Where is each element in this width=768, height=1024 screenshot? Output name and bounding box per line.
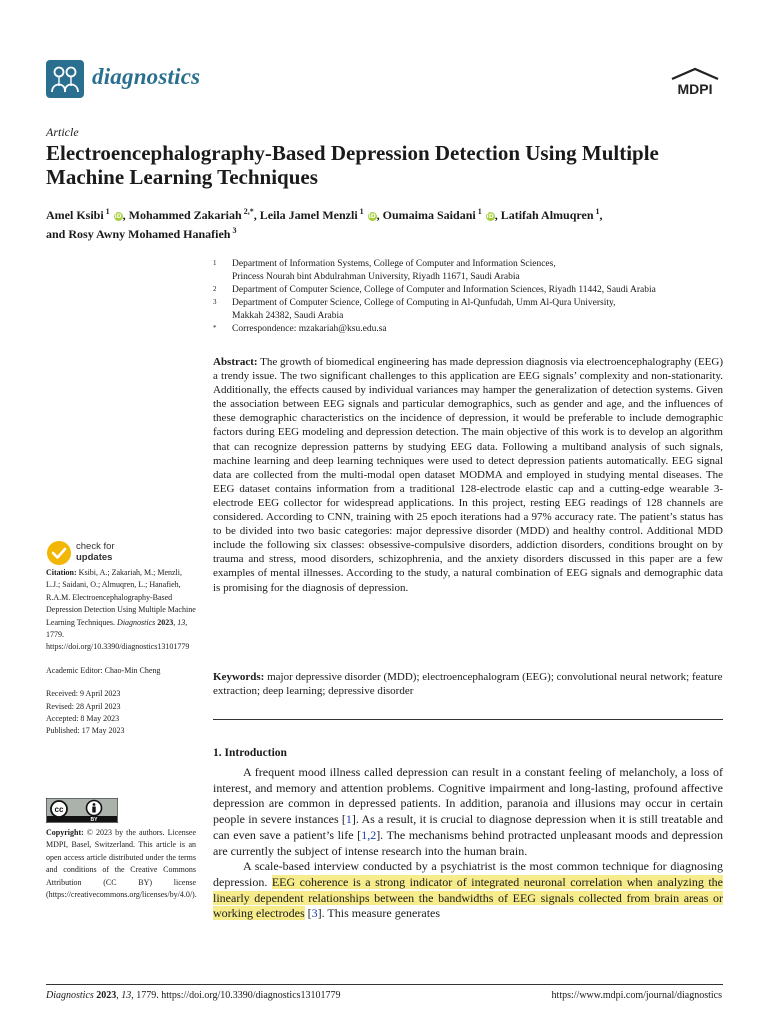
section-heading-introduction: 1. Introduction [213, 747, 287, 759]
author-affiliation-mark: 2,* [241, 207, 254, 216]
check-updates-icon [46, 540, 72, 566]
author-name[interactable]: Oumaima Saidani [382, 208, 476, 222]
body-text: A scale-based interview conducted by a psychiatrist is the most common technique for diagnosing depression. [213, 859, 723, 889]
affiliation-row [213, 284, 733, 297]
check-updates-line2: updates [76, 552, 113, 563]
author-name[interactable]: Rosy Awny Mohamed Hanafieh [68, 227, 231, 241]
body-text: A frequent mood illness called depression can result in a constant feeling of melancholy, a loss of interest, and memory and attention problems. Cognitive impairment and long-lasting, profound affective depression are common in depressed patients. In addition, paranoia and illusions may occur in certain people in severe instances [ [213, 765, 723, 827]
affiliation-text: Department of Computer Science, College of Computing in Al-Qunfudah, Umm Al-Qura University, [232, 298, 616, 308]
affiliation-number: * [213, 324, 217, 332]
affiliation-row [213, 323, 733, 336]
article-type: Article [46, 125, 79, 139]
affiliation-text: Princess Nourah bint Abdulrahman University, Riyadh 11671, Saudi Arabia [232, 272, 520, 282]
abstract-text: The growth of biomedical engineering has made depression diagnosis via electroencephalography (EEG) a trendy issue. The two significant challenges to this application are EEG signals’ complexity and non-stationarity. Additionally, the effects caused by individual variances may hamper the generalization of detection systems. Given the association between EEG signals and particular demographics, such as gender and age, and the influences of these demographic characteristics on the incidence of depression, it would be preferable to include demographic factors during EEG modeling and depression detection. The main objective of this work is to develop an algorithm that can recognize depression patterns by studying EEG data. Following a multiband analysis of such signals, machine learning and deep learning techniques were used to detect depression patients automatically. EEG signal data are collected from the multi-modal open dataset MODMA and employed in studying mental diseases. The EEG dataset contains information from a traditional 128-electrode elastic cap and a cutting-edge wearable 3-electrode EEG collector for widespread applications. In this project, resting EEG readings of 128 channels are considered. According to CNN, training with 25 epoch iterations had a 97% accuracy rate. The patient’s status has to be divided into two basic categories: major depressive disorder (MDD) and healthy control. Additional MDD include the following six classes: obsessive-compulsive disorders, addiction disorders, conditions brought on by trauma and stress, mood disorders, schizophrenia, and the anxiety disorders discussed in this paper are a few examples of mental illnesses. According to the study, a natural combination of EEG signals and demographic data is promising for the diagnosis of depression. [213, 356, 723, 594]
orcid-icon[interactable]: iD [368, 213, 376, 220]
reference-link[interactable]: 3 [311, 906, 318, 921]
reference-link[interactable]: 1,2 [361, 827, 377, 842]
author-name[interactable]: Amel Ksibi [46, 208, 104, 222]
keywords [213, 670, 723, 698]
cc-label: cc [54, 805, 64, 814]
body-text: ]. As a result, it is crucial to diagnose depression when it is still treatable and can even save a patient’s life [ [213, 812, 723, 842]
check-for-updates-button[interactable] [46, 540, 166, 568]
journal-name[interactable]: diagnostics [92, 64, 201, 89]
affiliation-number: 3 [213, 298, 217, 306]
citation-volume: 13 [177, 617, 186, 627]
accepted-date: Accepted: 8 May 2023 [46, 714, 120, 724]
citation-label: Citation: [46, 568, 77, 577]
check-updates-line1: check for [76, 541, 115, 552]
intro-paragraph-2 [213, 859, 723, 922]
affiliation-row [213, 310, 733, 323]
affiliation-number: 1 [213, 259, 217, 267]
section-divider [213, 719, 723, 720]
revised-date: Revised: 28 April 2023 [46, 701, 121, 711]
affiliations [213, 258, 733, 336]
affiliation-row [213, 297, 733, 310]
author-affiliation-mark: 1 [475, 207, 482, 216]
keywords-label: Keywords: [213, 671, 265, 683]
citation-block: Citation: Ksibi, A.; Zakariah, M.; Menzli, L.J.; Saidani, O.; Almuqren, L.; Hanafieh, R.A.M. Electroencephalography-Based Depression Detection Using Multiple Machine Learning Techniques. Diagnostics 2023, 13, 1779. https://doi.org/10.3390/diagnostics13101779 [46, 568, 196, 652]
abstract-label: Abstract: [213, 356, 258, 368]
reference-link[interactable]: 1 [345, 812, 352, 827]
body-text: ]. This measure generates [317, 906, 441, 921]
highlighted-text: EEG coherence is a strong indicator of integrated neuronal correlation when analyzing the linearly dependent relationships between the bandwidths of EEG signals collected from brain areas or working electrodes [213, 874, 723, 921]
affiliation-text: Department of Computer Science, College of Computer and Information Sciences, Riyadh 11442, Saudi Arabia [232, 285, 656, 295]
received-date: Received: 9 April 2023 [46, 689, 121, 699]
body-text: ]. The mechanisms behind protracted unpleasant moods and depression are currently the subject of intense research into the human brain. [213, 827, 723, 858]
affiliation-text: Department of Information Systems, College of Computer and Information Sciences, [232, 259, 556, 269]
citation-doi[interactable]: , 1779. https://doi.org/10.3390/diagnostics13101779 [46, 617, 190, 652]
author-name[interactable]: Mohammed Zakariah [128, 208, 242, 222]
orcid-icon[interactable]: iD [114, 213, 122, 220]
affiliation-row [213, 271, 733, 284]
citation-year: 2023 [157, 617, 174, 627]
abstract [213, 355, 723, 595]
author-affiliation-mark: 1 [357, 207, 364, 216]
copyright-label: Copyright: [46, 828, 84, 837]
footer-citation: Diagnostics 2023, 13, 1779. https://doi.org/10.3390/diagnostics13101779 [46, 990, 341, 1001]
academic-editor: Academic Editor: Chao-Min Cheng [46, 665, 161, 675]
affiliation-number: 2 [213, 285, 217, 293]
affiliation-number [213, 271, 232, 284]
journal-logo-icon [46, 60, 84, 98]
mdpi-logo-text: MDPI [677, 81, 713, 97]
author-affiliation-mark: 1 [593, 207, 600, 216]
orcid-icon[interactable]: iD [486, 213, 494, 220]
mdpi-logo-icon[interactable] [666, 67, 724, 97]
author-affiliation-mark: 1 [103, 207, 110, 216]
footer-divider [46, 984, 723, 985]
keywords-text: major depressive disorder (MDD); electroencephalogram (EEG); convolutional neural network; feature extraction; deep learning; depressive disorder [213, 671, 723, 698]
citation-journal: Diagnostics [117, 617, 156, 627]
footer-journal-url[interactable]: https://www.mdpi.com/journal/diagnostics [551, 990, 722, 1001]
published-date: Published: 17 May 2023 [46, 726, 125, 736]
author-list: Amel Ksibi $^1$ iD, Mohammed Zakariah $^{2,*}$, Leila Jamel Menzli $^1$ iD, Oumaima Saidani $^1$ iD, Latifah Almuqren $^1$, and Rosy Awny Mohamed Hanafieh $^3$ [46, 207, 603, 241]
author-affiliation-mark: 3 [230, 226, 237, 235]
footer-year: 2023 [96, 990, 117, 1001]
affiliation-row [213, 258, 733, 271]
cc-by-license-icon[interactable] [46, 798, 118, 823]
footer-volume: 13 [121, 990, 132, 1001]
introduction-body [213, 765, 723, 922]
author-name[interactable]: Latifah Almuqren [500, 208, 594, 222]
copyright-notice [46, 827, 196, 901]
body-text: [ [304, 906, 312, 921]
affiliation-text: Makkah 24382, Saudi Arabia [232, 311, 344, 321]
copyright-text: © 2023 by the authors. Licensee MDPI, Basel, Switzerland. This article is an open access article distributed under the terms and conditions of the Creative Commons Attribution (CC BY) license (https://creativecommons.org/licenses/by/4.0/). [46, 828, 197, 900]
article-title: Electroencephalography-Based Depression Detection Using Multiple Machine Learning Techniques [46, 141, 659, 189]
affiliation-text[interactable]: Correspondence: mzakariah@ksu.edu.sa [232, 324, 387, 334]
footer-doi-link[interactable]: , 1779. https://doi.org/10.3390/diagnostics13101779 [131, 990, 341, 1001]
author-name[interactable]: Leila Jamel Menzli [259, 208, 358, 222]
affiliation-number [213, 310, 232, 323]
citation-sidebar [46, 567, 196, 738]
cc-by-label: BY [90, 817, 98, 823]
citation-text: Ksibi, A.; Zakariah, M.; Menzli, L.J.; Saidani, O.; Almuqren, L.; Hanafieh, R.A.M. Electroencephalography-Based Depression Detection Using Multiple Machine Learning Techniques. [46, 568, 196, 627]
intro-paragraph-1 [213, 765, 723, 859]
footer-journal: Diagnostics [46, 990, 94, 1001]
